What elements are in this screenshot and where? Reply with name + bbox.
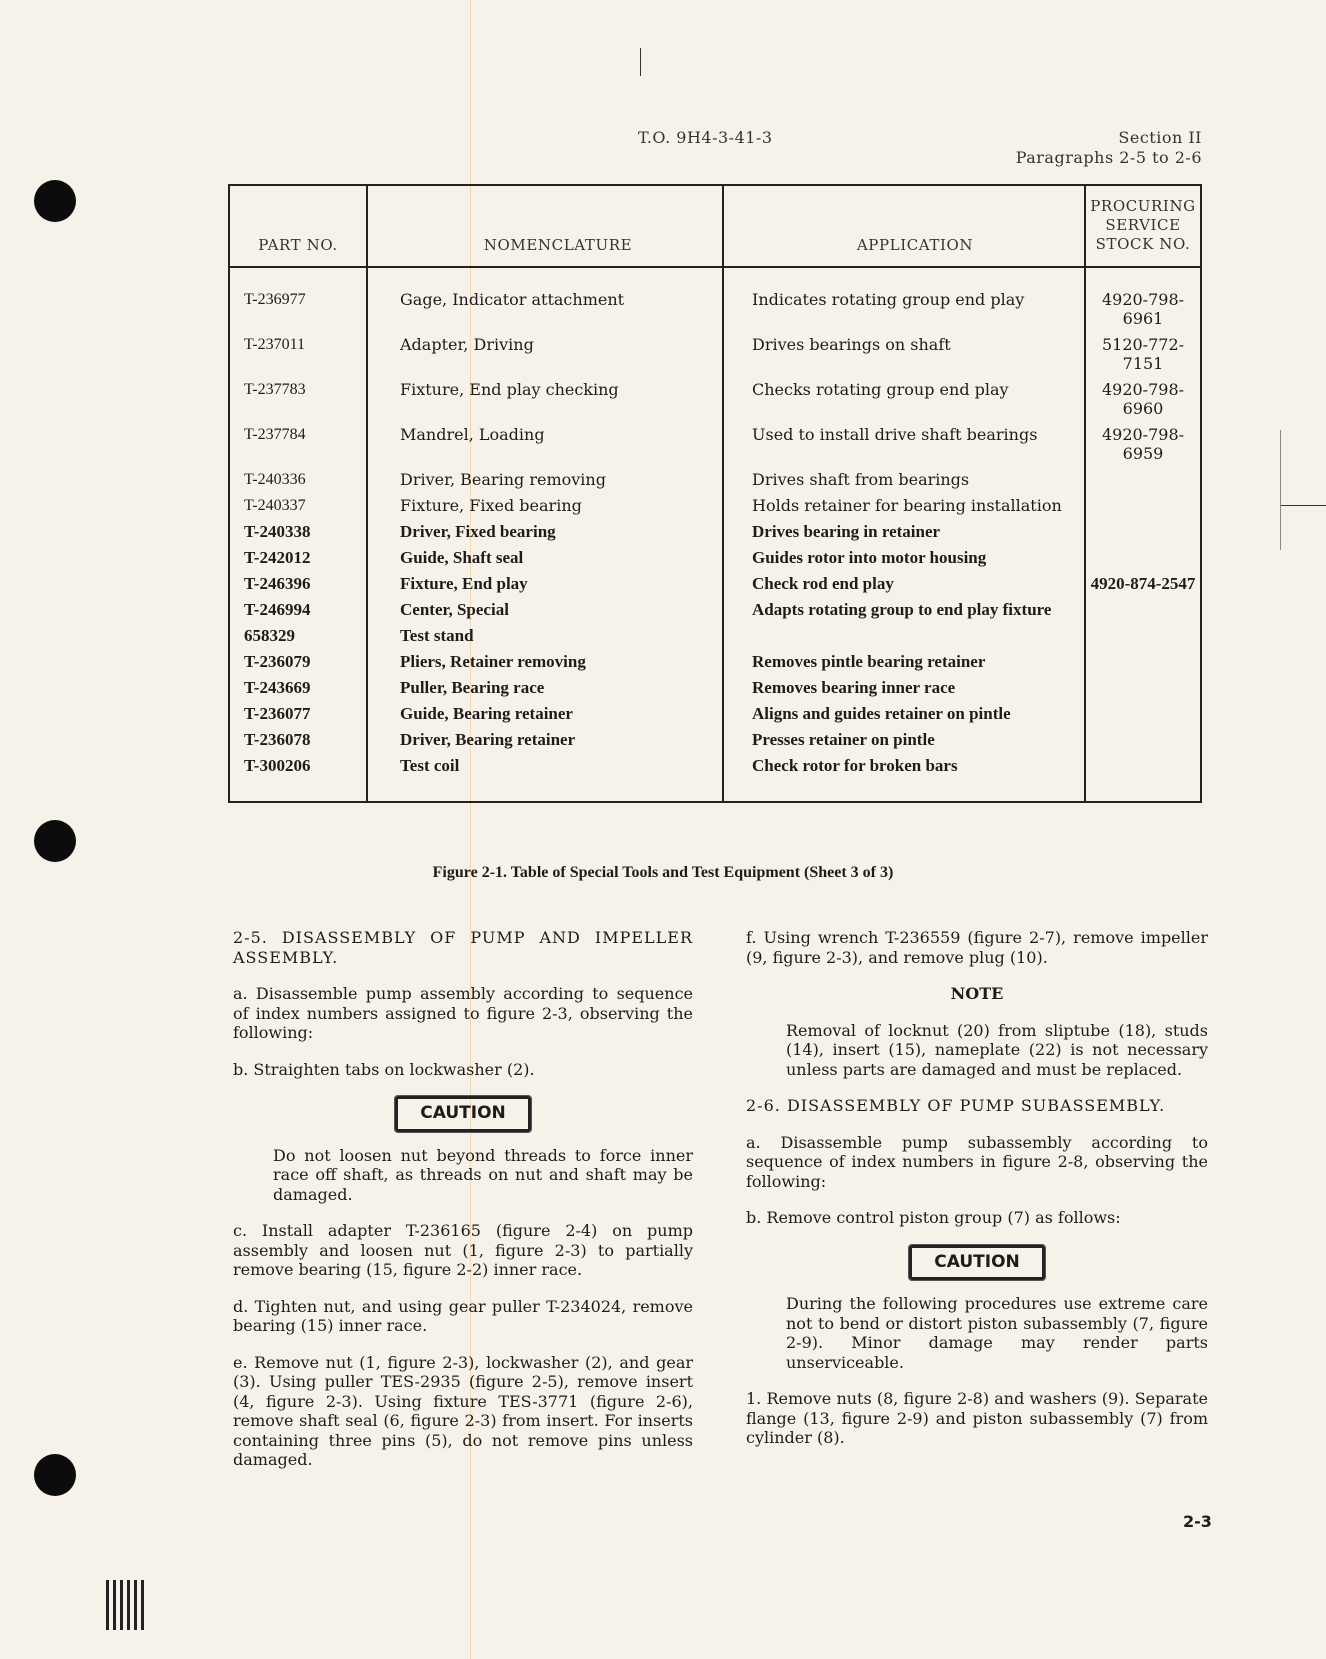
cell-nomenclature: Driver, Fixed bearing [367,519,723,545]
cell-nomenclature: Mandrel, Loading [367,422,723,467]
paragraph-2-5-e: e. Remove nut (1, figure 2-3), lockwasher (2), and gear (3). Using puller TES-2935 (figure 2-5), remove insert (4, figure 2-3). Using fixture TES-3771 (figure 2-6), remove shaft seal (6, figure 2-3) from insert. For inserts containing three pins (5), do not remove pins unless damaged. [233,1352,693,1469]
cell-part-no: T-243669 [229,675,367,701]
header-part-no: PART NO. [229,185,367,267]
cell-stock-no: 4920-798-6961 [1085,267,1201,332]
cell-part-no: T-236977 [229,267,367,332]
table-row [229,422,1201,467]
cell-stock-no [1085,545,1201,571]
barcode-mark [106,1580,146,1630]
cell-application: Used to install drive shaft bearings [723,422,1085,467]
cell-application: Drives bearings on shaft [723,332,1085,377]
section-heading-2-5: 2-5. DISASSEMBLY OF PUMP AND IMPELLER ASSEMBLY. [233,928,693,967]
cell-stock-no [1085,649,1201,675]
cell-part-no: T-237011 [229,332,367,377]
table-row [229,701,1201,727]
cell-part-no: T-236077 [229,701,367,727]
caution-label: CAUTION [909,1245,1045,1281]
header-stock-line1: PROCURING [1090,197,1196,215]
cell-part-no: 658329 [229,623,367,649]
cell-part-no: T-242012 [229,545,367,571]
cell-application: Check rod end play [723,571,1085,597]
paragraph-2-5-b: b. Straighten tabs on lockwasher (2). [233,1059,535,1079]
cell-stock-no: 5120-772-7151 [1085,332,1201,377]
cell-stock-no: 4920-874-2547 [1085,571,1201,597]
note-label: NOTE [950,984,1004,1003]
paragraph-2-6-a: a. Disassemble pump subassembly according to sequence of index numbers in figure 2-8, observing the following: [746,1132,1208,1191]
cell-stock-no [1085,727,1201,753]
cell-stock-no [1085,701,1201,727]
table-row [229,332,1201,377]
cell-stock-no [1085,519,1201,545]
caution-label: CAUTION [395,1096,531,1132]
cell-nomenclature: Driver, Bearing removing [367,467,723,493]
cell-part-no: T-236079 [229,649,367,675]
cell-application: Adapts rotating group to end play fixture [723,597,1085,623]
special-tools-table [228,184,1202,803]
paragraph-2-6-b: b. Remove control piston group (7) as follows: [746,1208,1121,1227]
cell-part-no: T-246396 [229,571,367,597]
cell-stock-no [1085,467,1201,493]
left-text-column [233,928,693,1487]
cell-nomenclature: Guide, Shaft seal [367,545,723,571]
cell-application: Removes pintle bearing retainer [723,649,1085,675]
caution-text-2: During the following procedures use extreme care not to bend or distort piston subassembly (7, figure 2-9). Minor damage may render parts unserviceable. [786,1294,1208,1372]
crop-mark [1280,505,1326,506]
punch-hole-middle [34,820,76,862]
paragraph-2-5-a: a. Disassemble pump assembly according to sequence of index numbers assigned to figure 2-3, observing the following: [233,984,693,1042]
cell-part-no: T-236078 [229,727,367,753]
section-heading-2-6: 2-6. DISASSEMBLY OF PUMP SUBASSEMBLY. [746,1096,1166,1115]
cell-application: Check rotor for broken bars [723,753,1085,802]
table-row [229,571,1201,597]
table-header-row [229,185,1201,267]
right-text-column [746,928,1208,1465]
cell-nomenclature: Center, Special [367,597,723,623]
header-application: APPLICATION [723,185,1085,267]
cell-part-no: T-237783 [229,377,367,422]
cell-nomenclature: Guide, Bearing retainer [367,701,723,727]
cell-application: Drives shaft from bearings [723,467,1085,493]
cell-nomenclature: Gage, Indicator attachment [367,267,723,332]
cell-stock-no [1085,675,1201,701]
table-row [229,377,1201,422]
table-row [229,675,1201,701]
page-number: 2-3 [1183,1512,1212,1531]
cell-application: Indicates rotating group end play [723,267,1085,332]
cell-application: Guides rotor into motor housing [723,545,1085,571]
cell-stock-no: 4920-798-6960 [1085,377,1201,422]
cell-part-no: T-240336 [229,467,367,493]
paragraph-2-5-c: c. Install adapter T-236165 (figure 2-4) on pump assembly and loosen nut (1, figure 2-3) to partially remove bearing (15, figure 2-2) inner race. [233,1221,693,1279]
table-row [229,545,1201,571]
table-row [229,649,1201,675]
cell-stock-no [1085,493,1201,519]
table-row [229,267,1201,332]
cell-application: Presses retainer on pintle [723,727,1085,753]
header-stock-no [1085,185,1201,267]
cell-nomenclature: Puller, Bearing race [367,675,723,701]
cell-stock-no: 4920-798-6959 [1085,422,1201,467]
header-nomenclature: NOMENCLATURE [367,185,723,267]
cell-stock-no [1085,597,1201,623]
cell-nomenclature: Test coil [367,753,723,802]
paragraph-2-5-d: d. Tighten nut, and using gear puller T-234024, remove bearing (15) inner race. [233,1296,693,1335]
caution-callout-1 [233,1096,693,1132]
cell-part-no: T-237784 [229,422,367,467]
table-row [229,597,1201,623]
header-stock-line2: SERVICE [1105,216,1181,234]
table-row [229,753,1201,802]
header-stock-line3: STOCK NO. [1095,235,1191,253]
paragraph-2-5-f: f. Using wrench T-236559 (figure 2-7), remove impeller (9, figure 2-3), and remove plug (10). [746,928,1208,967]
cell-nomenclature: Adapter, Driving [367,332,723,377]
cell-stock-no [1085,623,1201,649]
note-text: Removal of locknut (20) from sliptube (18), studs (14), insert (15), nameplate (22) is not necessary unless parts are damaged and must be replaced. [786,1020,1208,1079]
table-row [229,623,1201,649]
caution-callout-2 [746,1245,1208,1281]
cell-application [723,623,1085,649]
section-label: Section II [1118,128,1202,147]
cell-part-no: T-246994 [229,597,367,623]
cell-part-no: T-240338 [229,519,367,545]
cell-nomenclature: Test stand [367,623,723,649]
cell-application: Holds retainer for bearing installation [723,493,1085,519]
cell-application: Drives bearing in retainer [723,519,1085,545]
cell-nomenclature: Fixture, Fixed bearing [367,493,723,519]
cell-nomenclature: Fixture, End play checking [367,377,723,422]
caution-text-1: Do not loosen nut beyond threads to force inner race off shaft, as threads on nut and shaft may be damaged. [273,1145,693,1204]
cell-nomenclature: Pliers, Retainer removing [367,649,723,675]
paragraphs-range: Paragraphs 2-5 to 2-6 [1015,148,1202,167]
punch-hole-top [34,180,76,222]
crop-mark-vertical [1280,430,1281,550]
cell-application: Removes bearing inner race [723,675,1085,701]
cell-nomenclature: Driver, Bearing retainer [367,727,723,753]
table-row [229,727,1201,753]
table-row [229,467,1201,493]
cell-nomenclature: Fixture, End play [367,571,723,597]
paragraph-2-6-b-1: 1. Remove nuts (8, figure 2-8) and washers (9). Separate flange (13, figure 2-9) and piston subassembly (7) from cylinder (8). [746,1389,1208,1447]
cell-application: Checks rotating group end play [723,377,1085,422]
cell-part-no: T-300206 [229,753,367,802]
cell-part-no: T-240337 [229,493,367,519]
punch-hole-bottom [34,1454,76,1496]
cell-stock-no [1085,753,1201,802]
cell-application: Aligns and guides retainer on pintle [723,701,1085,727]
table-row [229,493,1201,519]
document-number: T.O. 9H4-3-41-3 [638,128,773,147]
figure-caption: Figure 2-1. Table of Special Tools and Test Equipment (Sheet 3 of 3) [432,864,894,881]
table-row [229,519,1201,545]
registration-mark [640,48,641,76]
